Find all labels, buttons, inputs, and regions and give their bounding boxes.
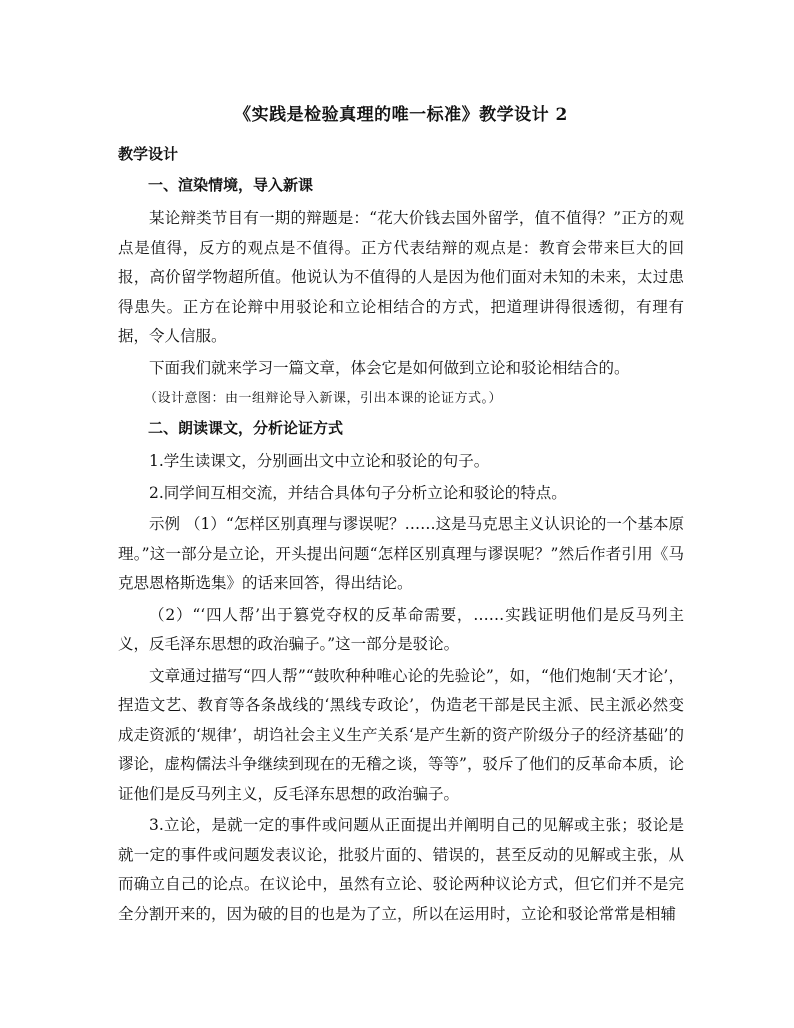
document-page [118, 100, 684, 931]
paragraph-5: 示例 （1）“怎样区别真理与谬误呢？……这是马克思主义认识论的一个基本原理。”这一部分是立论，开头提出问题“怎样区别真理与谬误呢？”然后作者引用《马克思恩格斯选集》的话来回答，得出结论。 [118, 515, 684, 592]
paragraph-6: （2）“‘四人帮’出于篡党夺权的反革命需要，……实践证明他们是反马列主义，反毛泽东思想的政治骗子。”这一部分是驳论。 [118, 605, 684, 653]
document-title: 《实践是检验真理的唯一标准》教学设计 2 [234, 105, 568, 125]
paragraph-8: 3.立论，是就一定的事件或问题从正面提出并阐明自己的见解或主张；驳论是就一定的事件或问题发表议论，批驳片面的、错误的，甚至反动的见解或主张，从而确立自己的论点。在议论中，虽然有立论、驳论两种议论方式，但它们并不是完全分割开来的，因为破的目的也是为了立，所以在运用时，立论和驳论常常是相辅 [118, 816, 684, 923]
paragraph-4: 2.同学间互相交流，并结合具体句子分析立论和驳论的特点。 [149, 483, 567, 502]
heading-2: 二、朗读课文，分析论证方式 [148, 419, 344, 437]
paragraph-1: 某论辩类节目有一期的辩题是：“花大价钱去国外留学，值不值得？”正方的观点是值得，反方的观点是不值得。正方代表结辩的观点是：教育会带来巨大的回报，高价留学物超所值。他说认为不值得的人是因为他们面对未知的未来，太过患得患失。正方在论辩中用驳论和立论相结合的方式，把道理讲得很透彻，有理有据，令人信服。 [118, 209, 684, 345]
section-label: 教学设计 [118, 145, 179, 163]
paragraph-7: 文章通过描写“四人帮”“鼓吹种种唯心论的先验论”，如，“他们炮制‘天才论’，捏造文艺、教育等各条战线的‘黑线专政论’，伪造老干部是民主派、民主派必然变成走资派的‘规律’，胡诌社会主义生产关系‘是产生新的资产阶级分子的经济基础’的谬论，虚构儒法斗争继续到现在的无稽之谈，等等”，驳斥了他们的反革命本质，论证他们是反马列主义，反毛泽东思想的政治骗子。 [118, 666, 684, 803]
paragraph-2: 下面我们就来学习一篇文章，体会它是如何做到立论和驳论相结合的。 [149, 358, 630, 377]
design-note: （设计意图：由一组辩论导入新课，引出本课的论证方式。） [144, 391, 503, 406]
heading-1: 一、渲染情境，导入新课 [148, 176, 314, 194]
paragraph-3: 1.学生读课文，分别画出文中立论和驳论的句子。 [149, 452, 490, 470]
